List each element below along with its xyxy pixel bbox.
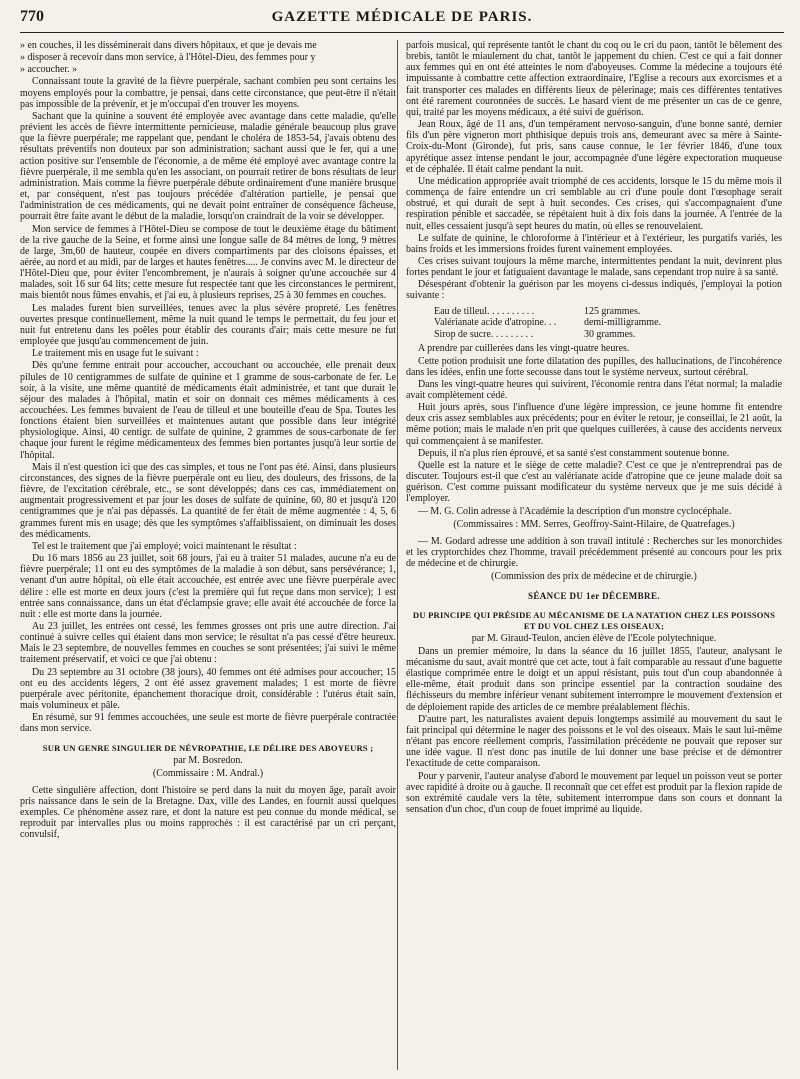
paragraph: Cette potion produisit une forte dilatation des pupilles, des hallucinations, de l'incohérence dans les idées, enfin une forte secousse dans tout le système nerveux, surtout cérébral. bbox=[406, 355, 782, 378]
prescription-table bbox=[434, 306, 782, 341]
paragraph: En résumé, sur 91 femmes accouchées, une seule est morte de fièvre puerpérale contractée dans mon service. bbox=[20, 712, 396, 735]
paragraph: Pour y parvenir, l'auteur analyse d'abord le mouvement par lequel un poisson veut se porter avec rapidité à droite ou à gauche. Il reconnaît que cet effet est produit par la flexion rapide de son extrémité caudale vers la tête, subitement interrompue dans son cours et donnant la sensation d'un choc, d'un coup de fouet imprimé au liquide. bbox=[406, 770, 782, 815]
ingredient-name: Sirop de sucre. . . . . . . . . bbox=[434, 328, 534, 340]
paragraph: Au 23 juillet, les entrées ont cessé, les femmes grosses ont pris une autre direction. J'ai continué à suivre celles qui étaient dans mon service; le résultat n'a pas cessé d'être heureux. Mais le 23 septembre, de nouvelles femmes en couches se sont présentées; j'ai suivi le même traitement préservatif, et voici ce que j'ai obtenu : bbox=[20, 620, 396, 666]
session-heading: SÉANCE DU 1er DÉCEMBRE. bbox=[527, 590, 661, 601]
paragraph: Une médication appropriée avait triomphé de ces accidents, lorsque le 15 du même mois il commença de faire entendre un cri semblable au cri d'une poule dont l'œsophage serait obstrué, et qui durait de sept à huit secondes. Ces crises, qui s'accompagnaient d'une respiration pénible et saccadée, se répétaient huit à dix fois dans la journée. A l'entrée de la nuit, elles cessaient jusqu'à sept heures du matin, où elles se renouvelaient. bbox=[406, 175, 782, 232]
commission-note: (Commission des prix de médecine et de chirurgie.) bbox=[491, 571, 697, 583]
ingredient-dose: 30 grammes. bbox=[584, 328, 636, 340]
paragraph: Dans un premier mémoire, lu dans la séance du 16 juillet 1855, l'auteur, analysant le mécanisme du saut, avait montré que cet acte, tout à fait comparable au ressaut d'une baguette élastique comprimée entre le doigt et un appui résistant, puis tout d'un coup abandonnée à elle-même, était produit dans son principe essentiel par la contraction soudaine des fléchisseurs du membre inférieur venant subitement interrompre le mouvement d'extension et de déploiement rapide des articles de ce membre préalablement fléchis. bbox=[406, 645, 782, 713]
paragraph: Tel est le traitement que j'ai employé; voici maintenant le résultat : bbox=[32, 540, 297, 552]
journal-title: GAZETTE MÉDICALE DE PARIS. bbox=[271, 9, 533, 25]
paragraph: Mon service de femmes à l'Hôtel-Dieu se compose de tout le deuxième étage du bâtiment de la rive gauche de la Seine, et forme ainsi une longue salle de 84 mètres de long, 9 mètres de large, 3m,60 de hauteur, coupée en divers compartiments par des cloisons épaisses, et aérée, au nord et au midi, par de larges et hautes fenêtres..... Je convins avec M. le directeur de l'Hôtel-Dieu que, pour éviter l'encombrement, je n'aurais à soigner qu'une accouchée sur 4 malades, soit 16 sur 64 lits; cette mesure fut respectée tant que les circonstances le permirent, mais bientôt nous fûmes envahis, et j'ai eu, à plusieurs reprises, 25 à 30 femmes en couches. bbox=[20, 223, 396, 302]
commission-note: (Commissaire : M. Andral.) bbox=[152, 767, 264, 779]
ingredient-name: Valérianate acide d'atropine. . . bbox=[434, 317, 557, 329]
commission-note: (Commissaires : MM. Serres, Geoffroy-Saint-Hilaire, de Quatrefages.) bbox=[453, 518, 735, 530]
quote-line: » disposer à recevoir dans mon service, à l'Hôtel-Dieu, des femmes pour y bbox=[20, 52, 316, 64]
paragraph: Du 23 septembre au 31 octobre (38 jours), 40 femmes ont été admises pour accoucher; 15 ont eu des accidents légers, 2 ont été assez gravement malades; 1 est morte de fièvre puerpérale avec péritonite, épanchement thoracique droit, considérable : l'utérus était sain, mais volumineux et pâle. bbox=[20, 666, 396, 712]
paragraph: Connaissant toute la gravité de la fièvre puerpérale, sachant combien peu sont certains les moyens employés pour la combattre, je pensai, dans cette circonstance, que peut-être il n'était pas impossible de la prévenir, et je m'occupai d'en trouver les moyens. bbox=[20, 76, 396, 110]
paragraph: Jean Roux, âgé de 11 ans, d'un tempérament nervoso-sanguin, d'une bonne santé, dernier fils d'un père vigneron mort phthisique depuis trois ans, demeurant avec sa mère à Sainte-Croix-du-Mont (Gironde), fut pris, sans cause connue, le 1er février 1846, d'une toux apyrétique assez intense pendant le jour, accompagnée d'une légère expectoration muqueuse et de céphalée. Il était calme pendant la nuit. bbox=[406, 119, 782, 175]
paragraph: Dès qu'une femme entrait pour accoucher, accouchant ou accouchée, elle prenait deux pilules de 10 centigrammes de sulfate de quinine et 1 gramme de sous-carbonate de fer. Le soir, à la visite, une même quantité de médicaments était administrée, et tant que durait le séjour des malades à l'hôpital, matin et soir on donnait ces mêmes médicaments à ces accouchées. Les femmes buvaient de l'eau de tilleul et une bouteille d'eau de Spa. Toutes les fonctions étaient bien surveillées et maintenues autant que possible dans leur intégrité physiologique. Ainsi, 40 centigr. de sulfate de quinine, 2 grammes de sous-carbonate de fer chaque jour furent le régime médicamenteux des femmes bien portantes jusqu'à leur sortie de l'hôpital. bbox=[20, 360, 396, 461]
paragraph: Huit jours après, sous l'influence d'une légère impression, ce jeune homme fit entendre deux cris assez semblables aux précédents; pour en éviter le retour, je conseillai, le 21 août, la même potion; mais le malade n'en prit que quelques cuillerées, à cause des accidents nerveux qui commençaient à se manifester. bbox=[406, 402, 782, 447]
paragraph: Le sulfate de quinine, le chloroforme à l'intérieur et à l'extérieur, les purgatifs variés, les bains froids et les immersions froides furent vainement employées. bbox=[406, 232, 782, 255]
paragraph: Mais il n'est question ici que des cas simples, et tous ne l'ont pas été. Ainsi, dans plusieurs circonstances, des signes de la fièvre puerpérale ont eu lieu, des douleurs, des frissons, de la fièvre, de l'excitation cérébrale, etc., se sont développés; dans ces cas, immédiatement on augmentait progressivement et par jour les doses de sulfate de quinine, 60, 80 et jusqu'à 120 centigrammes que je n'ai pas dépassés. La quantité de fer était de même augmentée : 4, 5, 6 grammes furent mis en usage; dès que les symptômes s'affaiblissaient, on diminuait les doses des médicaments. bbox=[20, 461, 396, 540]
paragraph: parfois musical, qui représente tantôt le chant du coq ou le cri du paon, tantôt le bêlement des brebis, tantôt le miaulement du chat, tantôt le jappement du chien. C'est ce qui a fait donner aux femmes qui en ont été atteintes le nom d'aboyeuses. Comme la médecine a toujours été impuissante à combattre cette affection extraordinaire, l'Eglise a recours aux exorcismes et a fait transporter ces malades en différents lieux de pèlerinage; mais ces différentes tentatives ont été rarement couronnées de succès. Le hasard vient de me présenter un cas de ce genre, qui, traité par les moyens médicaux, a été suivi de guérison. bbox=[406, 40, 782, 118]
paragraph: Cette singulière affection, dont l'histoire se perd dans la nuit du moyen âge, paraît avoir pris naissance dans le sein de la Bretagne. Dax, ville des Landes, en fournit aussi quelques exemples. Ce phénomène assez rare, et dont la nature est peu connue du monde médical, se reproduit par intervalles plus ou moins rapprochés : il est caractérisé par un cri perçant, convulsif, bbox=[20, 784, 396, 841]
ingredient-name: Eau de tilleul. . . . . . . . . . bbox=[434, 305, 535, 317]
ingredient-dose: 125 grammes. bbox=[584, 305, 641, 317]
prescription-row bbox=[434, 317, 782, 329]
quote-line: » en couches, il les disséminerait dans divers hôpitaux, et que je devais me bbox=[20, 40, 317, 51]
paragraph: — M. Godard adresse une addition à son travail intitulé : Recherches sur les monorchides et les cryptorchides chez l'homme, travail précédemment présenté au concours pour les prix de médecine et de chirurgie. bbox=[406, 535, 782, 570]
article-byline: par M. Bosredon. bbox=[173, 754, 243, 766]
paragraph: D'autre part, les naturalistes avaient depuis longtemps assimilé au mouvement du saut le fait principal qui détermine le nager des poissons et le vol des oiseaux. Mais le saut lui-même n'étant pas encore réellement compris, l'assimilation précédente ne pouvait que reposer sur une idée vague. Il n'est donc pas inutile de lui donner une base précise et de démontrer l'exactitude de cette comparaison. bbox=[406, 713, 782, 770]
paragraph: Le traitement mis en usage fut le suivant : bbox=[32, 348, 199, 360]
paragraph: Du 16 mars 1856 au 23 juillet, soit 68 jours, j'ai eu à traiter 51 malades, aucune n'a eu de fièvre puerpérale; 11 ont eu des symptômes de la maladie à son début, sans persévérance; 1, venant d'un autre hôpital, où elle était accouchée, est entrée avec une fièvre puerpérale avec délire : elle est morte en deux jours (c'est la première qui fut reçue dans mon service); 1 est entrée sans connaissance, dans un état d'éclampsie grave; elle avait été accouchée de force la nuit : elle est morte dans la journée. bbox=[20, 553, 396, 620]
page-number: 770 bbox=[20, 8, 44, 25]
right-column bbox=[406, 40, 782, 1076]
paragraph: Ces crises suivant toujours la même marche, intermittentes pendant la nuit, devinrent plus fortes pendant le jour et fatiguaient davantage le malade, sans cependant trop nuire à sa santé. bbox=[406, 255, 782, 279]
paragraph: Quelle est la nature et le siège de cette maladie? C'est ce que je n'entreprendrai pas de discuter. Toujours est-il que c'est au valérianate acide d'atropine que ce jeune malade doit sa guérison. C'est comme puissant modificateur du système nerveux que je me suis décidé à l'employer. bbox=[406, 459, 782, 505]
paragraph: — M. G. Colin adresse à l'Académie la description d'un monstre cyclocéphale. bbox=[418, 505, 732, 517]
paragraph: A prendre par cuillerées dans les vingt-quatre heures. bbox=[418, 343, 630, 355]
article-title: DU PRINCIPE QUI PRÉSIDE AU MÉCANISME DE LA NATATION CHEZ LES POISSONS ET DU VOL CHEZ LES OISEAUX; bbox=[412, 609, 776, 631]
paragraph: Dans les vingt-quatre heures qui suivirent, l'économie rentra dans l'état normal; la maladie avait complètement cédé. bbox=[406, 378, 782, 401]
prescription-row bbox=[434, 306, 782, 318]
left-column bbox=[20, 40, 396, 1076]
prescription-row bbox=[434, 329, 782, 341]
page-header bbox=[20, 6, 784, 33]
article-title: SUR UN GENRE SINGULIER DE NÉVROPATHIE, LE DÉLIRE DES ABOYEURS ; bbox=[42, 742, 374, 753]
column-divider bbox=[397, 40, 398, 1070]
ingredient-dose: demi-milligramme. bbox=[584, 317, 661, 329]
paragraph: Les malades furent bien surveillées, tenues avec la plus sévère propreté. Les fenêtres ouvertes presque continuellement, même la nuit quand le temps le permettait, du feu jour et nuit fut entretenu dans les poêles pour établir des courants d'air; mais cette mesure ne fut employée que jusqu'au commencement de juin. bbox=[20, 302, 396, 348]
paragraph: Depuis, il n'a plus rien éprouvé, et sa santé s'est constamment soutenue bonne. bbox=[418, 447, 730, 459]
article-byline: par M. Giraud-Teulon, ancien élève de l'Ecole polytechnique. bbox=[471, 632, 717, 644]
quote-line: » accoucher. » bbox=[20, 64, 78, 76]
paragraph: Sachant que la quinine a souvent été employée avec avantage dans cette maladie, qu'elle prévient les accès de fièvre intermittente pernicieuse, maladie générale beaucoup plus grave que la fièvre puerpérale; me rappelant que, pendant le choléra de 1853-54, j'avais obtenu des résultats préventifs non douteux par son administration; sachant aussi que le fer, qui a une action positive sur l'ensemble de l'économie, a de même été employé avec avantage contre la fièvre puerpérale, il me sembla qu'en les associant, on pourrait retirer de bons résultats de leur administration. Mais comme la fièvre puerpérale débute ordinairement d'une manière brusque et, par conséquent, n'est pas toujours précédée d'altération partielle, je pensai que l'administration de ces médicaments, qui ne devait point entraîner de conséquence fâcheuse, pourrait être faite avant le début de la maladie, lorsqu'on craindrait de la voir se développer. bbox=[20, 110, 396, 223]
paragraph: Désespérant d'obtenir la guérison par les moyens ci-dessus indiqués, j'employai la potion suivante : bbox=[406, 279, 782, 302]
